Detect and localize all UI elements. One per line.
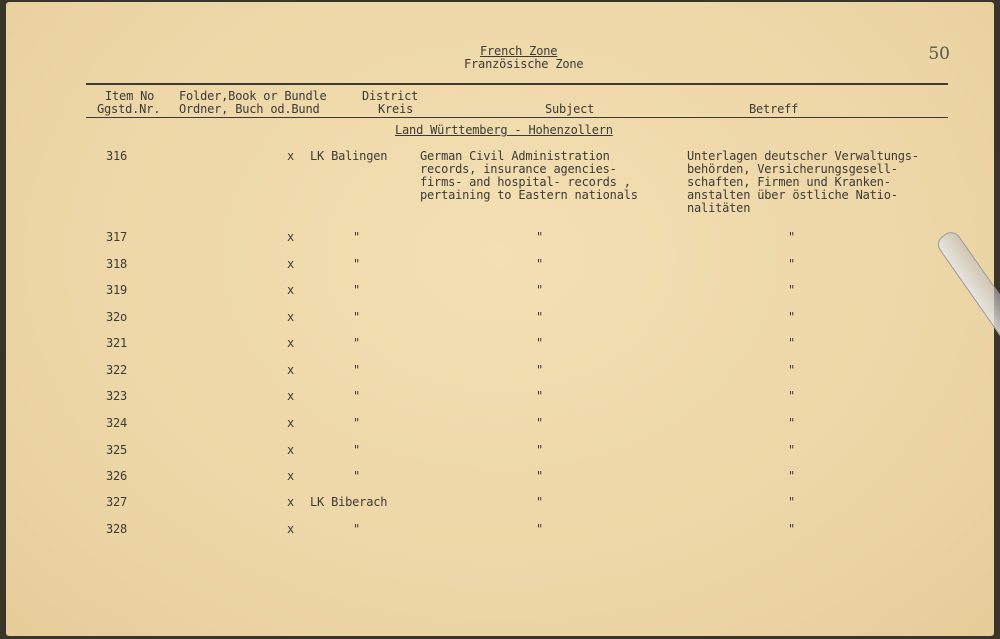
betreff-line: nalitäten	[687, 201, 751, 215]
table-row	[6, 149, 994, 215]
item-number: 326	[106, 469, 128, 483]
subject-ditto: "	[536, 495, 544, 509]
col-item-de: Ggstd.Nr.	[97, 102, 161, 116]
col-folder-en: Folder,Book or Bundle	[179, 89, 327, 103]
betreff-ditto: "	[788, 416, 796, 430]
subject-ditto: "	[536, 336, 544, 350]
subject-ditto: "	[536, 310, 544, 324]
district-ditto: "	[353, 363, 361, 377]
col-district-en: District	[362, 89, 419, 103]
col-folder-de: Ordner, Buch od.Bund	[179, 102, 320, 116]
item-number: 316	[106, 149, 128, 163]
item-number: 325	[106, 443, 128, 457]
mark: x	[287, 149, 295, 163]
table-row	[6, 231, 994, 245]
item-number: 319	[106, 283, 128, 297]
subject-line: German Civil Administration	[420, 149, 610, 163]
mark: x	[287, 336, 295, 350]
subject-ditto: "	[536, 416, 544, 430]
table-row	[6, 258, 994, 272]
subject-ditto: "	[536, 283, 544, 297]
district-ditto: "	[353, 310, 361, 324]
district-ditto: "	[353, 522, 361, 536]
item-number: 327	[106, 495, 128, 509]
mark: x	[287, 469, 295, 483]
mark: x	[287, 416, 295, 430]
document-page	[6, 2, 994, 636]
betreff-ditto: "	[788, 310, 796, 324]
betreff-ditto: "	[788, 257, 796, 271]
betreff-ditto: "	[788, 495, 796, 509]
betreff-ditto: "	[788, 283, 796, 297]
betreff-ditto: "	[788, 469, 796, 483]
item-number: 324	[106, 416, 128, 430]
subject-line: records, insurance agencies-	[420, 162, 617, 176]
mark: x	[287, 230, 295, 244]
district-ditto: "	[353, 336, 361, 350]
item-number: 323	[106, 389, 128, 403]
betreff-ditto: "	[788, 443, 796, 457]
mark: x	[287, 310, 295, 324]
table-row	[6, 364, 994, 378]
zone-title-en: French Zone	[480, 44, 558, 58]
subject-ditto: "	[536, 257, 544, 271]
item-number: 317	[106, 230, 128, 244]
district-ditto: "	[353, 257, 361, 271]
betreff-line: schaften, Firmen und Kranken-	[687, 175, 891, 189]
table-row	[6, 523, 994, 537]
header-rule	[86, 117, 948, 118]
table-row	[6, 390, 994, 404]
subject-ditto: "	[536, 230, 544, 244]
mark: x	[287, 443, 295, 457]
subject-line: firms- and hospital- records ,	[420, 175, 631, 189]
mark: x	[287, 389, 295, 403]
mark: x	[287, 522, 295, 536]
item-number: 321	[106, 336, 128, 350]
betreff-ditto: "	[788, 363, 796, 377]
top-rule	[86, 83, 948, 85]
district: LK Balingen	[310, 149, 388, 163]
district-ditto: "	[353, 283, 361, 297]
subject-ditto: "	[536, 363, 544, 377]
subject-ditto: "	[536, 389, 544, 403]
col-item-en: Item No	[105, 89, 155, 103]
table-row	[6, 284, 994, 298]
betreff-ditto: "	[788, 336, 796, 350]
betreff-ditto: "	[788, 230, 796, 244]
district: LK Biberach	[310, 495, 388, 509]
table-row	[6, 496, 994, 510]
col-subject: Subject	[545, 102, 595, 116]
betreff-line: anstalten über östliche Natio-	[687, 188, 898, 202]
table-row	[6, 417, 994, 431]
betreff-ditto: "	[788, 522, 796, 536]
betreff-line: Unterlagen deutscher Verwaltungs-	[687, 149, 919, 163]
page-number: 50	[928, 44, 950, 64]
subject-ditto: "	[536, 443, 544, 457]
subject-line: pertaining to Eastern nationals	[420, 188, 638, 202]
betreff-ditto: "	[788, 389, 796, 403]
subject-ditto: "	[536, 522, 544, 536]
item-number: 322	[106, 363, 128, 377]
subject-ditto: "	[536, 469, 544, 483]
col-betreff: Betreff	[749, 102, 799, 116]
table-row	[6, 470, 994, 484]
table-row	[6, 444, 994, 458]
col-district-de: Kreis	[378, 102, 414, 116]
district-ditto: "	[353, 416, 361, 430]
table-row	[6, 337, 994, 351]
mark: x	[287, 495, 295, 509]
betreff-line: behörden, Versicherungsgesell-	[687, 162, 898, 176]
district-ditto: "	[353, 389, 361, 403]
item-number: 328	[106, 522, 128, 536]
table-row	[6, 311, 994, 325]
mark: x	[287, 363, 295, 377]
mark: x	[287, 283, 295, 297]
item-number: 318	[106, 257, 128, 271]
zone-title-de: Französische Zone	[464, 57, 584, 71]
section-title: Land Württemberg - Hohenzollern	[395, 123, 613, 137]
mark: x	[287, 257, 295, 271]
district-ditto: "	[353, 469, 361, 483]
item-number: 32o	[106, 310, 128, 324]
district-ditto: "	[353, 230, 361, 244]
district-ditto: "	[353, 443, 361, 457]
